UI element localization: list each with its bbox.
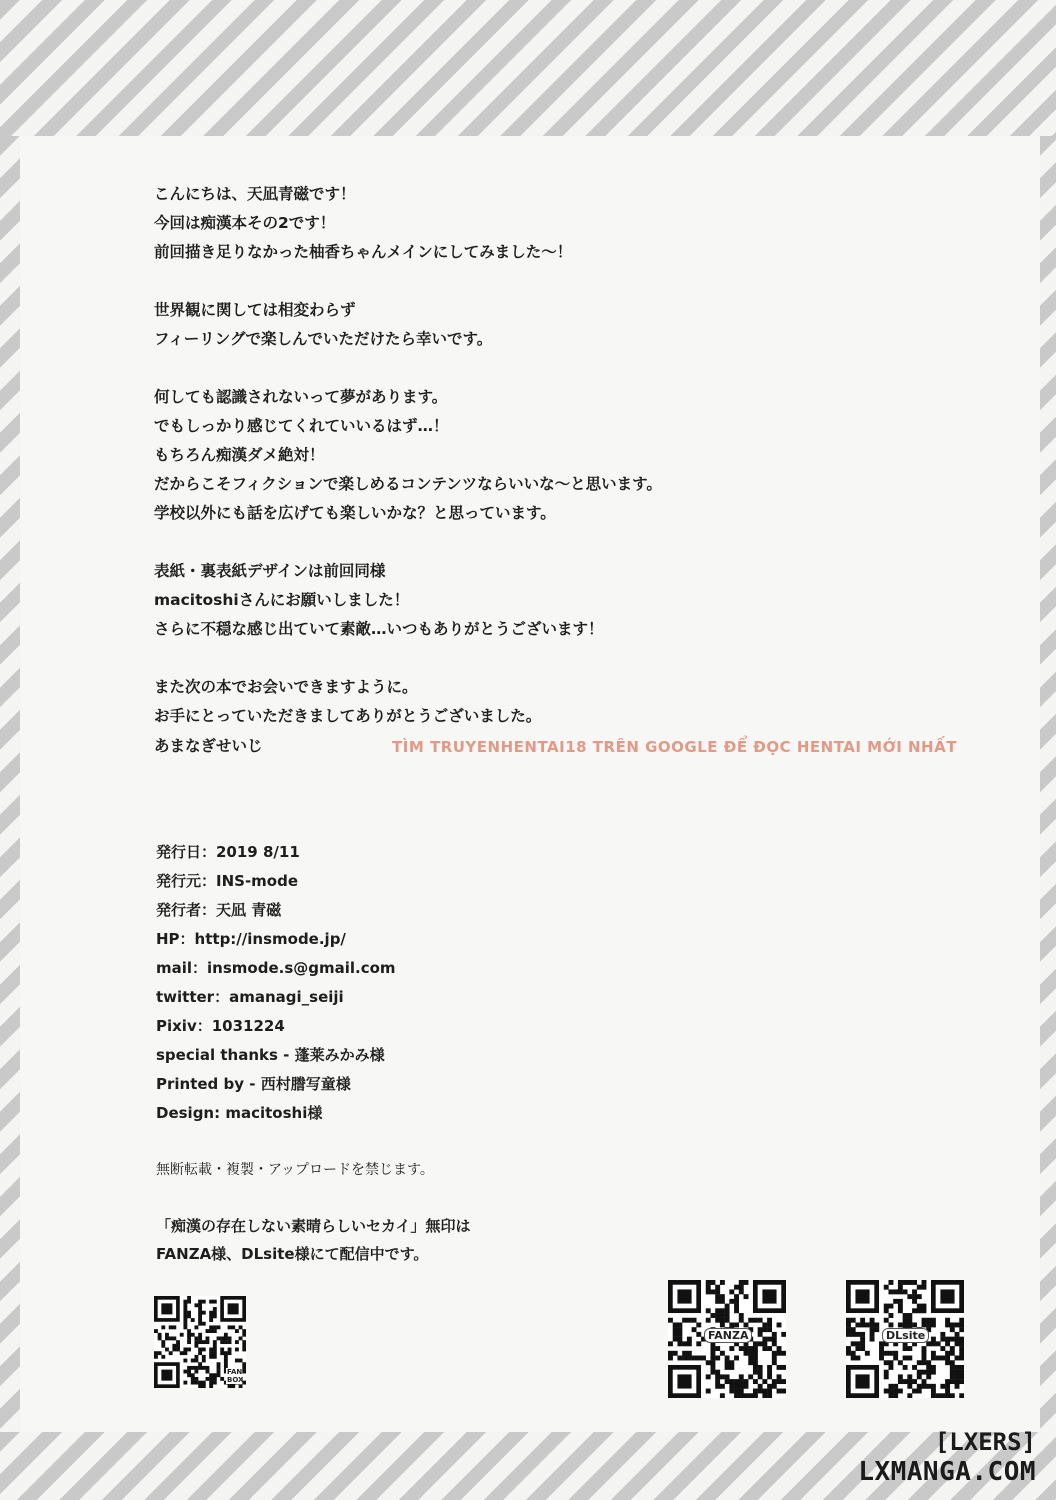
text-line: もちろん痴漢ダメ絶対！ bbox=[154, 446, 325, 464]
copyright-notice: 無断転載・複製・アップロードを禁じます。 bbox=[156, 1162, 434, 1178]
afterword-message bbox=[154, 180, 794, 760]
text-line: 今回は痴漢本その2です！ bbox=[154, 214, 336, 232]
paragraph-2 bbox=[154, 296, 794, 354]
credit-release-date: 発行日：2019 8/11 bbox=[156, 843, 300, 861]
credit-design: Design: macitoshi様 bbox=[156, 1104, 323, 1122]
author-signature: あまなぎせいじ bbox=[154, 737, 263, 755]
text-line: 学校以外にも話を広げても楽しいかな？と思っています。 bbox=[154, 504, 556, 522]
paragraph-4 bbox=[154, 557, 794, 644]
credit-mail: mail：insmode.s@gmail.com bbox=[156, 959, 396, 977]
text-line: 世界観に関しては相変わらず bbox=[154, 301, 356, 319]
paragraph-5 bbox=[154, 673, 794, 731]
text-line: 前回描き足りなかった柚香ちゃんメインにしてみました〜！ bbox=[154, 243, 573, 261]
qr-label-fanza: FANZA bbox=[704, 1328, 752, 1343]
qr-label-dlsite: DLsite bbox=[882, 1328, 929, 1343]
text-line: 何しても認識されないって夢があります。 bbox=[154, 388, 448, 406]
qr-code-dlsite[interactable] bbox=[846, 1280, 964, 1398]
watermark-text: TÌM TRUYENHENTAI18 TRÊN GOOGLE ĐỂ ĐỌC HENTAI MỚI NHẤT bbox=[392, 738, 957, 756]
text-line: でもしっかり感じてくれていいるはず…！ bbox=[154, 417, 449, 435]
striped-border-right bbox=[1040, 136, 1056, 1432]
text-line: だからこそフィクションで楽しめるコンテンツならいいな〜と思います。 bbox=[154, 475, 662, 493]
qr-code-fanbox[interactable] bbox=[154, 1296, 246, 1388]
colophon-credits bbox=[156, 838, 396, 1128]
paragraph-1 bbox=[154, 180, 794, 267]
distribution-line: FANZA様、DLsite様にて配信中です。 bbox=[156, 1245, 429, 1263]
striped-border-left bbox=[0, 136, 20, 1432]
logo-line-1: [LXERS] bbox=[934, 1428, 1036, 1456]
credit-special-thanks: special thanks - 蓬莱みかみ様 bbox=[156, 1046, 385, 1064]
qr-code-fanza[interactable] bbox=[668, 1280, 786, 1398]
credit-twitter: twitter：amanagi_seiji bbox=[156, 988, 344, 1006]
credit-issuer: 発行者：天凪 青磁 bbox=[156, 901, 282, 919]
text-line: macitoshiさんにお願いしました！ bbox=[154, 591, 410, 609]
text-line: こんにちは、天凪青磁です！ bbox=[154, 185, 356, 203]
site-logo bbox=[858, 1428, 1036, 1488]
text-line: また次の本でお会いできますように。 bbox=[154, 678, 418, 696]
credit-printed-by: Printed by - 西村謄写童様 bbox=[156, 1075, 351, 1093]
distribution-info bbox=[156, 1212, 471, 1268]
text-line: さらに不穏な感じ出ていて素敵…いつもありがとうございます！ bbox=[154, 620, 604, 638]
logo-line-2: LXMANGA.COM bbox=[858, 1457, 1036, 1487]
text-line: 表紙・裏表紙デザインは前回同様 bbox=[154, 562, 386, 580]
text-line: フィーリングで楽しんでいただけたら幸いです。 bbox=[154, 330, 493, 348]
qr-label-fanbox: FAN BOX bbox=[227, 1368, 244, 1384]
paragraph-3 bbox=[154, 383, 794, 528]
distribution-line: 「痴漢の存在しない素晴らしいセカイ」無印は bbox=[156, 1217, 471, 1235]
text-line: お手にとっていただきましてありがとうございました。 bbox=[154, 707, 542, 725]
striped-border-top bbox=[0, 0, 1056, 136]
credit-homepage: HP：http://insmode.jp/ bbox=[156, 930, 346, 948]
credit-pixiv: Pixiv：1031224 bbox=[156, 1017, 285, 1035]
credit-publisher: 発行元：INS-mode bbox=[156, 872, 299, 890]
